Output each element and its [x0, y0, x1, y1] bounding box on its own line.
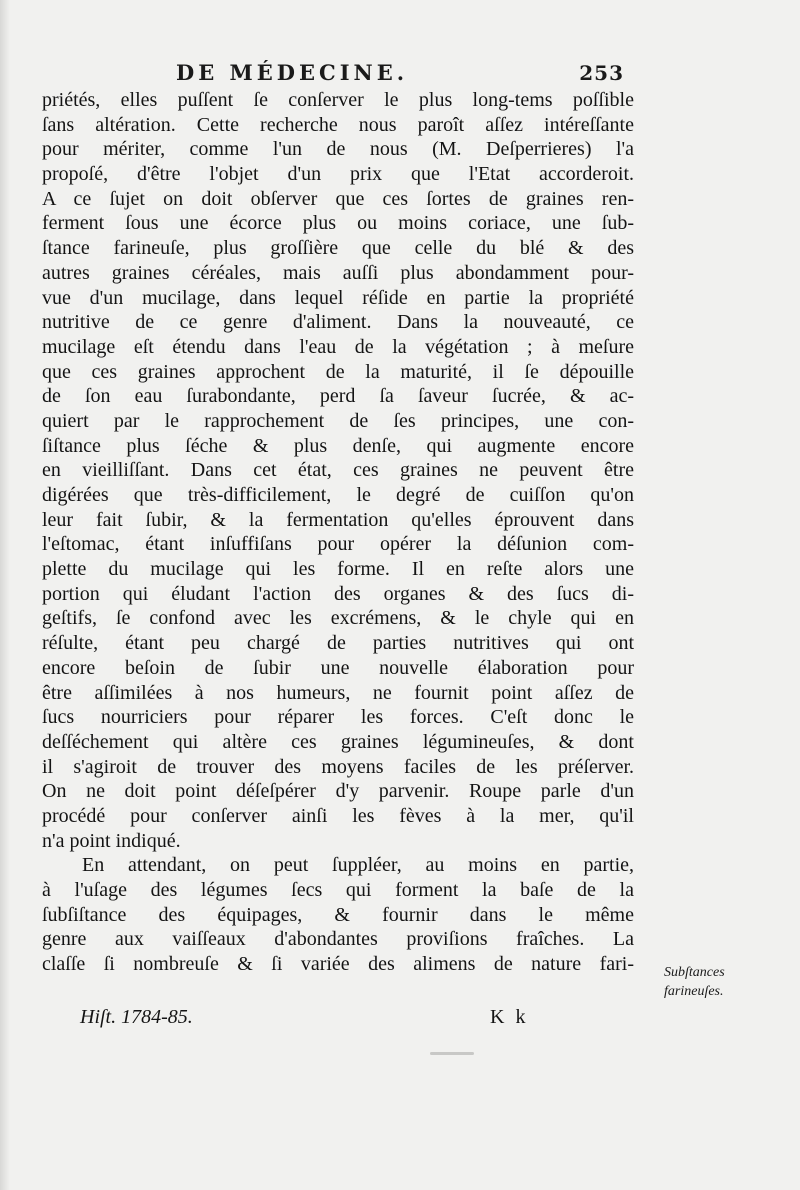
- text-line: procédé pour conſerver ainſi les fèves à la mer, qu'il: [42, 804, 634, 827]
- text-line: de ſon eau ſurabondante, perd ſa ſaveur ſucrée, & ac-: [42, 385, 634, 408]
- text-line: genre aux vaiſſeaux d'abondantes proviſions fraîches. La: [42, 928, 634, 951]
- text-line: mucilage eſt étendu dans l'eau de la végétation ; à meſure: [42, 335, 634, 358]
- text-line: l'eſtomac, étant inſuffiſans pour opérer la déſunion com-: [42, 533, 634, 556]
- running-header: [176, 60, 624, 85]
- text-line: ſucs nourriciers pour réparer les forces. C'eſt donc le: [42, 706, 634, 729]
- text-line: quiert par le rapprochement de ſes principes, une con-: [42, 409, 634, 432]
- text-line: ſubſiſtance des équipages, & fournir dans le même: [42, 903, 634, 926]
- text-line: à l'uſage des légumes ſecs qui forment la baſe de la: [42, 879, 634, 901]
- body-text: [42, 88, 634, 977]
- text-line: priétés, elles puſſent ſe conſerver le plus long-tems poſſible: [42, 89, 634, 111]
- margin-note: [664, 963, 784, 1001]
- text-line: n'a point indiqué.: [42, 829, 181, 852]
- gathering-signature: K k: [490, 1006, 529, 1028]
- text-line: En attendant, on peut ſuppléer, au moins en partie,: [82, 854, 634, 877]
- text-line: ſtance farineuſe, plus groſſière que celle du blé & des: [42, 237, 634, 260]
- text-line: portion qui éludant l'action des organes & des ſucs di-: [42, 582, 634, 605]
- text-line: claſſe ſi nombreuſe & ſi variée des alimens de nature fari-: [42, 953, 634, 976]
- margin-note-line: Subſtances: [664, 965, 725, 980]
- text-line: A ce ſujet on doit obſerver que ces ſortes de graines ren-: [42, 187, 634, 210]
- text-line: il s'agiroit de trouver des moyens faciles de les préſerver.: [42, 755, 634, 778]
- text-line: ferment ſous une écorce plus ou moins coriace, une ſub-: [42, 212, 634, 235]
- text-line: en vieilliſſant. Dans cet état, ces graines ne peuvent être: [42, 459, 634, 482]
- text-line: ſans altération. Cette recherche nous paroît aſſez intéreſſante: [42, 113, 634, 136]
- text-line: autres graines céréales, mais auſſi plus abondamment pour-: [42, 261, 634, 284]
- page-number: 253: [579, 61, 624, 85]
- ink-smudge: [430, 1052, 474, 1055]
- signature-mark: Hiſt. 1784-85.: [80, 1006, 193, 1028]
- text-line: leur fait ſubir, & la fermentation qu'elles éprouvent dans: [42, 508, 634, 531]
- text-line: vue d'un mucilage, dans lequel réſide en partie la propriété: [42, 286, 634, 309]
- text-line: geſtifs, ſe confond avec les excrémens, & le chyle qui en: [42, 607, 634, 630]
- text-line: propoſé, d'être l'objet d'un prix que l'Etat accorderoit.: [42, 163, 634, 186]
- margin-note-line: farineuſes.: [664, 984, 724, 999]
- text-line: être aſſimilées à nos humeurs, ne fournit point aſſez de: [42, 681, 634, 704]
- text-line: ſiſtance plus ſéche & plus denſe, qui augmente encore: [42, 434, 634, 457]
- text-line: nutritive de ce genre d'aliment. Dans la nouveauté, ce: [42, 311, 634, 334]
- text-line: digérées que très-difficilement, le degré de cuiſſon qu'on: [42, 484, 634, 506]
- text-line: On ne doit point déſeſpérer d'y parvenir. Roupe parle d'un: [42, 780, 634, 803]
- running-title: DE MÉDECINE.: [176, 60, 409, 85]
- text-line: que ces graines approchent de la maturité, il ſe dépouille: [42, 360, 634, 383]
- text-line: plette du mucilage qui les forme. Il en reſte alors une: [42, 558, 634, 581]
- text-line: réſulte, étant peu chargé de parties nutritives qui ont: [42, 632, 634, 655]
- text-line: encore beſoin de ſubir une nouvelle élaboration pour: [42, 656, 634, 679]
- text-line: deſſéchement qui altère ces graines légumineuſes, & dont: [42, 730, 634, 753]
- text-line: pour mériter, comme l'un de nous (M. Deſperrieres) l'a: [42, 138, 634, 161]
